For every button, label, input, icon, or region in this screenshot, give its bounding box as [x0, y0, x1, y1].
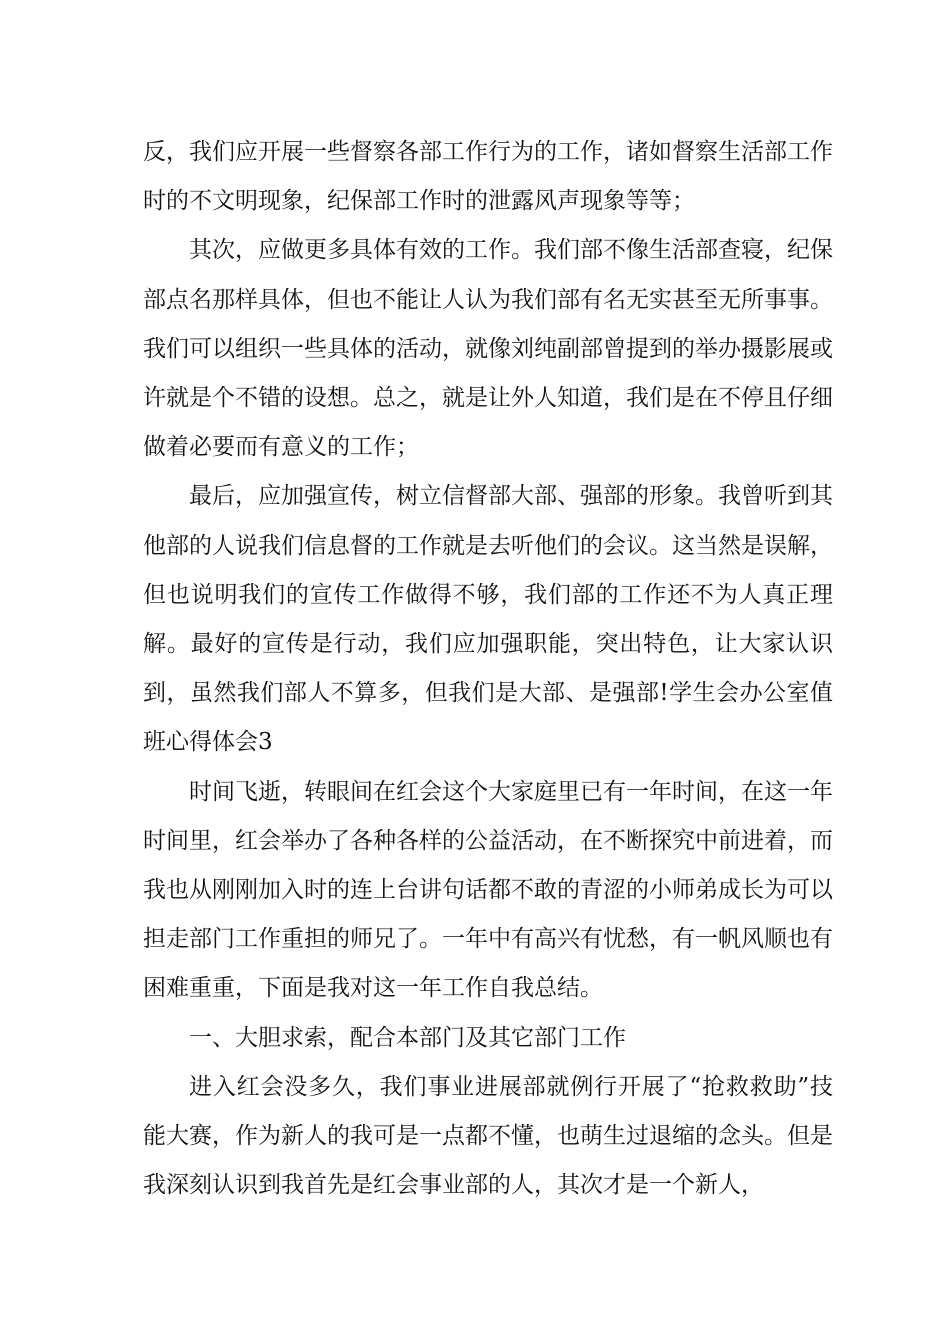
section-heading: 一、大胆求索，配合本部门及其它部门工作: [189, 1024, 626, 1051]
document-body: [143, 128, 833, 1210]
paragraph: 其次，应做更多具体有效的工作。我们部不像生活部查寝，纪保部点名那样具体，但也不能让人认为我们部有名无实甚至无所事事。我们可以组织一些具体的活动，就像刘纯副部曾提到的举办摄影展或许就是个不错的设想。总之，就是让外人知道，我们是在不停且仔细做着必要而有意义的工作；: [143, 237, 833, 461]
paragraph: 进入红会没多久，我们事业进展部就例行开展了“抢救救助”技能大赛，作为新人的我可是一点都不懂，也萌生过退缩的念头。但是我深刻认识到我首先是红会事业部的人，其次才是一个新人，: [143, 1073, 833, 1199]
paragraph: 最后，应加强宣传，树立信督部大部、强部的形象。我曾听到其他部的人说我们信息督的工作就是去听他们的会议。这当然是误解，但也说明我们的宣传工作做得不够，我们部的工作还不为人真正理解。最好的宣传是行动，我们应加强职能，突出特色，让大家认识到，虽然我们部人不算多，但我们是大部、是强部!学生会办公室值班心得体会3: [143, 483, 833, 756]
paragraph: 时间飞逝，转眼间在红会这个大家庭里已有一年时间，在这一年时间里，红会举办了各种各样的公益活动，在不断探究中前进着，而我也从刚刚加入时的连上台讲句话都不敢的青涩的小师弟成长为可以担走部门工作重担的师兄了。一年中有高兴有忧愁，有一帆风顺也有困难重重，下面是我对这一年工作自我总结。: [143, 778, 833, 1002]
paragraph: 反，我们应开展一些督察各部工作行为的工作，诸如督察生活部工作时的不文明现象，纪保部工作时的泄露风声现象等等；: [143, 139, 833, 215]
